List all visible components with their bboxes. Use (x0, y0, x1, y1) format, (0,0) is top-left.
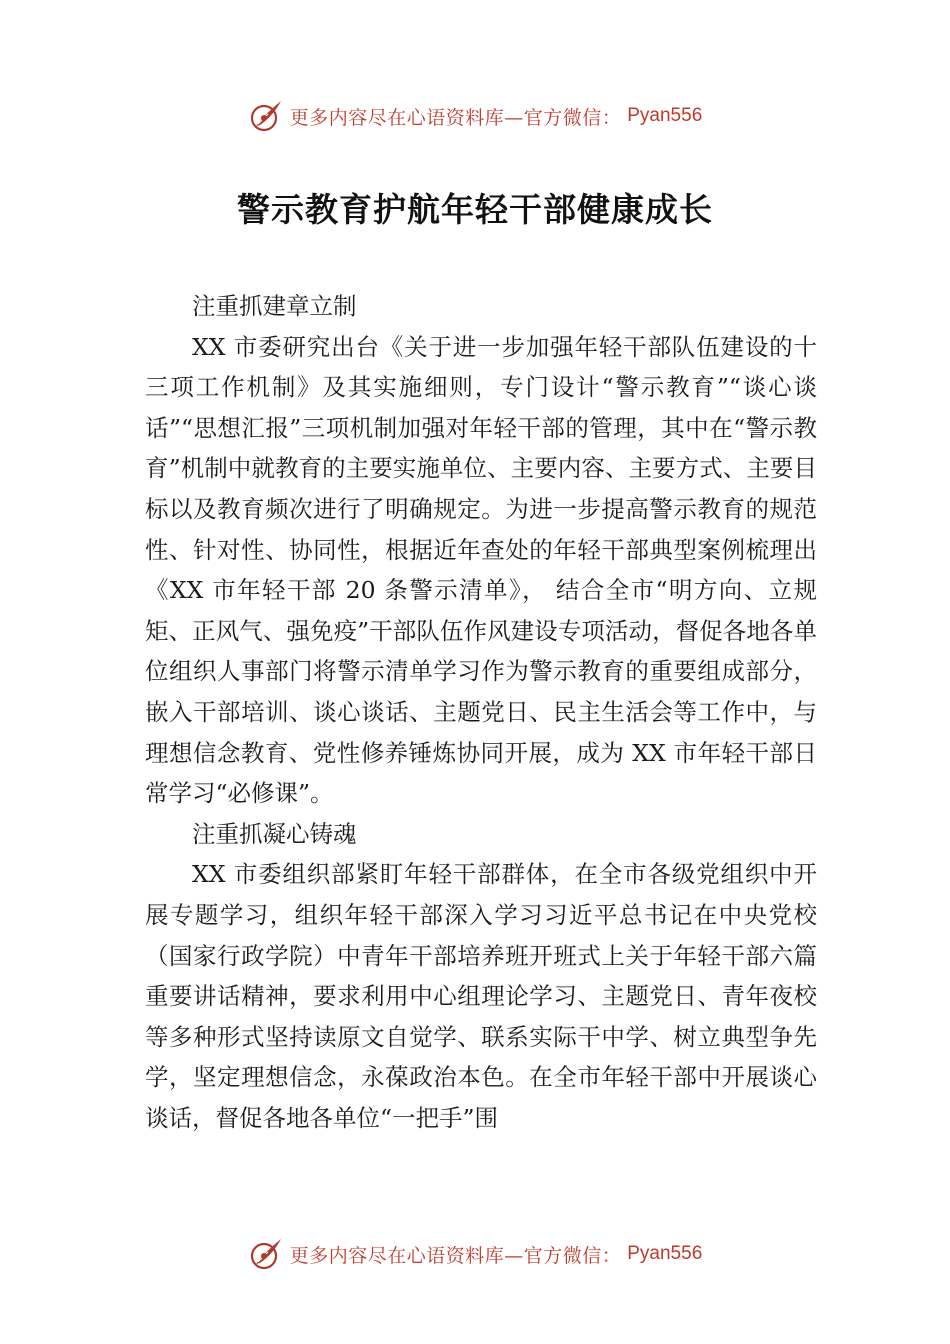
body-paragraph: XX 市委研究出台《关于进一步加强年轻干部队伍建设的十三项工作机制》及其实施细则，专门设计“警示教育”“谈心谈话”“思想汇报”三项机制加强对年轻干部的管理，其中在“警示教育”机制中就教育的主要实施单位、主要内容、主要方式、主要目标以及教育频次进行了明确规定。为进一步提高警示教育的规范性、针对性、协同性，根据近年查处的年轻干部典型案例梳理出《XX 市年轻干部 20 条警示清单》， 结合全市“明方向、立规矩、正风气、强免疫”干部队伍作风建设专项活动，督促各地各单位组织人事部门将警示清单学习作为警示教育的重要组成部分，嵌入干部培训、谈心谈话、主题党日、民主生活会等工作中，与理想信念教育、党性修养锤炼协同开展，成为 XX 市年轻干部日常学习“必修课”。 (145, 332, 817, 808)
footer-banner-wechat-id: Pyan556 (627, 1243, 703, 1264)
document-title: 警示教育护航年轻干部健康成长 (237, 190, 713, 229)
footer-banner-text: 更多内容尽在心语资料库—官方微信： (289, 1244, 622, 1267)
section-heading: 注重抓凝心铸魂 (192, 819, 357, 848)
footer-watermark-banner (0, 1234, 950, 1274)
body-paragraph: XX 市委组织部紧盯年轻干部群体，在全市各级党组织中开展专题学习，组织年轻干部深入学习习近平总书记在中央党校（国家行政学院）中青年干部培养班开班式上关于年轻干部六篇重要讲话精神，要求利用中心组理论学习、主题党日、青年夜校等多种形式坚持读原文自觉学、联系实际干中学、树立典型争先学，坚定理想信念，永葆政治本色。在全市年轻干部中开展谈心谈话，督促各地各单位“一把手”围 (145, 860, 817, 1132)
header-banner-text: 更多内容尽在心语资料库—官方微信： (289, 106, 622, 129)
quill-logo-icon (248, 1236, 284, 1272)
quill-logo-icon (248, 98, 284, 134)
section-heading: 注重抓建章立制 (192, 292, 357, 320)
header-banner-wechat-id: Pyan556 (627, 105, 703, 126)
header-watermark-banner (0, 96, 950, 136)
document-body (145, 286, 817, 1138)
